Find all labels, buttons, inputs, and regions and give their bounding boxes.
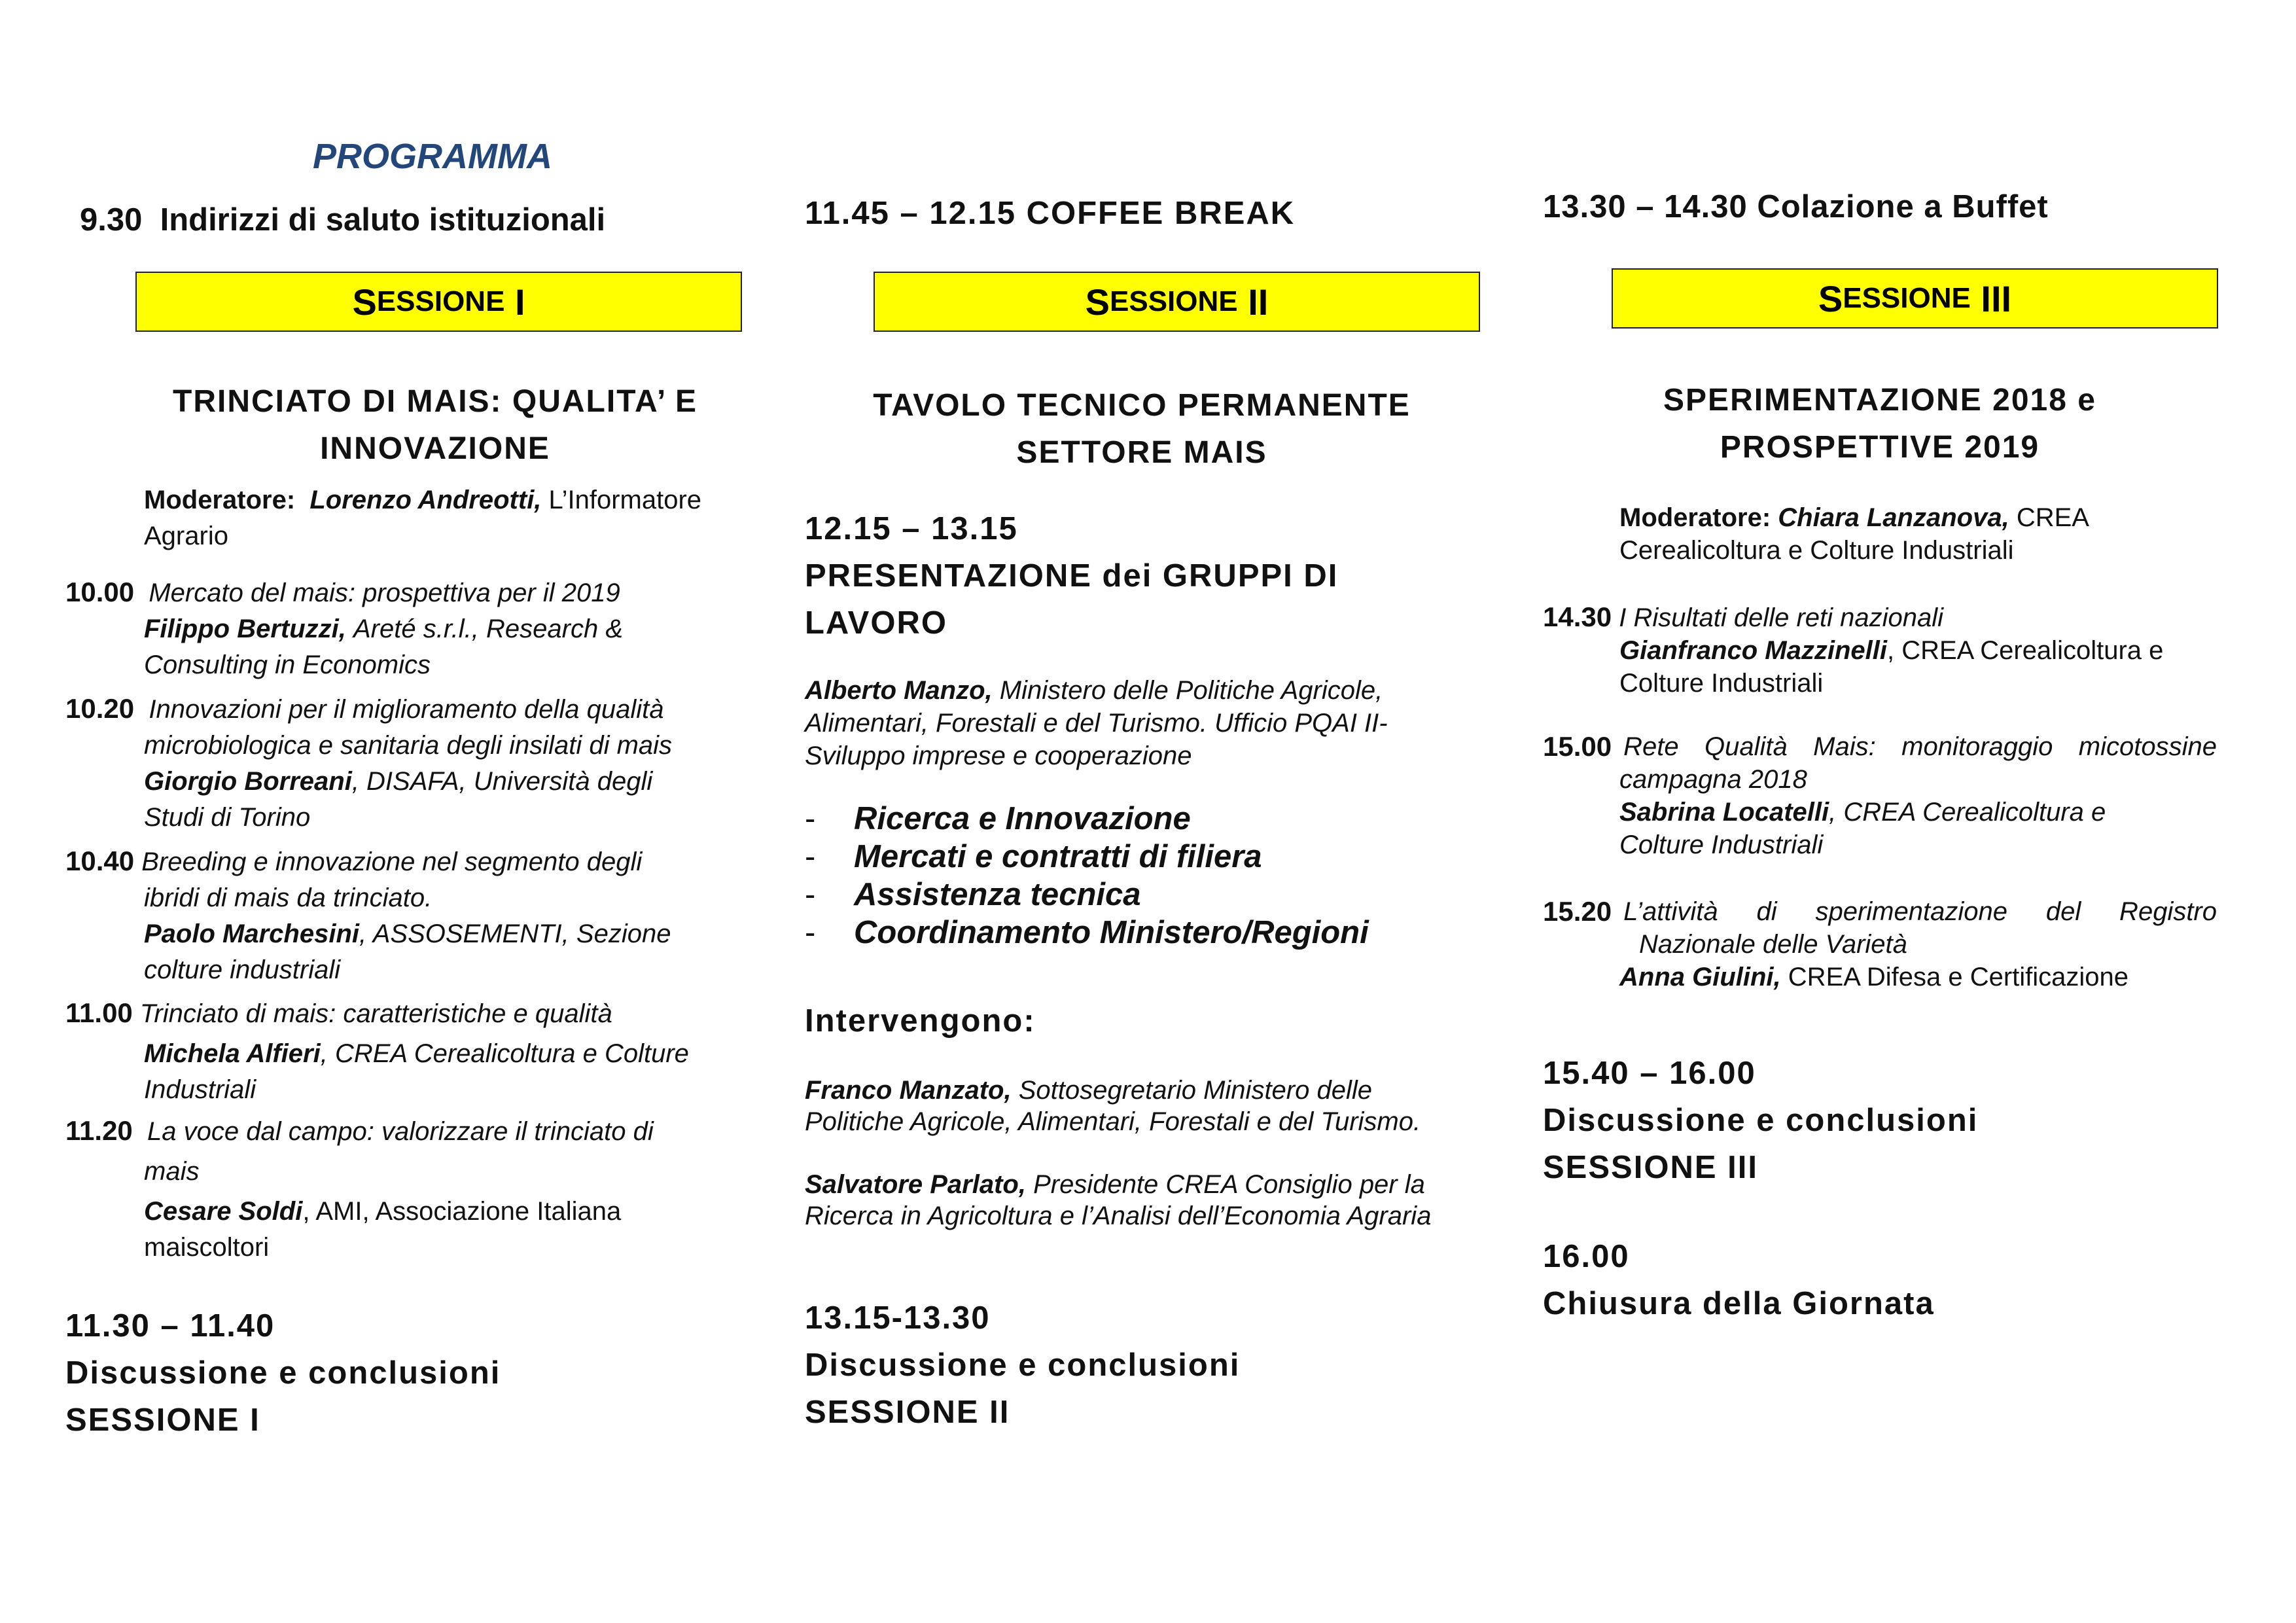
presentation-title: PRESENTAZIONE dei GRUPPI DI: [805, 558, 1339, 594]
session-number: II: [1248, 281, 1269, 323]
talk-affiliation: colture industriali: [144, 955, 341, 984]
talk-time: 10.40: [65, 846, 135, 876]
closing-text: Discussione e conclusioni: [805, 1347, 1241, 1383]
talk-item: [65, 843, 752, 988]
title-line: TRINCIATO DI MAIS: QUALITA’ E: [173, 384, 698, 419]
talk-speaker: Anna Giulini,: [1619, 963, 1781, 991]
closing-session: SESSIONE II: [805, 1395, 1010, 1430]
talk-speaker: Filippo Bertuzzi,: [144, 615, 346, 643]
talk-speaker: Giorgio Borreani: [144, 767, 352, 796]
moderator-affiliation: Cerealicoltura e Colture Industriali: [1619, 536, 2014, 565]
title-line: PROSPETTIVE 2019: [1720, 430, 2040, 465]
closing-time: 13.15-13.30: [805, 1300, 991, 1336]
talk-affiliation: , CREA Cerealicoltura e: [1829, 798, 2106, 827]
talk-item: [65, 995, 752, 1108]
programma-heading: PROGRAMMA: [313, 137, 552, 176]
closing-text: Chiusura della Giornata: [1543, 1286, 1935, 1321]
talk-time: 10.20: [65, 693, 135, 724]
title-line: TAVOLO TECNICO PERMANENTE: [873, 388, 1411, 423]
buffet-lunch: 13.30 – 14.30 Colazione a Buffet: [1543, 189, 2049, 224]
closing-text: Discussione e conclusioni: [1543, 1103, 1979, 1138]
talk-affiliation: Areté s.r.l., Research &: [353, 615, 623, 643]
list-item: [805, 876, 1498, 914]
presentation-title: LAVORO: [805, 605, 947, 641]
moderator-affiliation: L’Informatore: [548, 486, 702, 514]
talk-item: [1543, 601, 2217, 700]
speaker-name: Salvatore Parlato,: [805, 1170, 1026, 1199]
list-item-label: Ricerca e Innovazione: [854, 801, 1191, 836]
speaker-affiliation: Sviluppo imprese e cooperazione: [805, 741, 1192, 770]
talk-affiliation: maiscoltori: [144, 1233, 270, 1262]
session-number: III: [1981, 277, 2012, 319]
talk-title: Innovazioni per il miglioramento della qualità: [149, 695, 664, 724]
talk-item: [65, 574, 752, 683]
speaker-affiliation: Ricerca in Agricoltura e l’Analisi dell’Economia Agraria: [805, 1202, 1432, 1230]
bullet-dash: -: [805, 877, 816, 912]
talk-affiliation: Industriali: [144, 1075, 256, 1104]
session-3-closing: [1543, 1050, 1978, 1191]
session-1-title: [59, 378, 811, 473]
talk-affiliation: CREA Difesa e Certificazione: [1788, 963, 2129, 991]
session-2-title: [805, 382, 1479, 476]
list-item: [805, 914, 1498, 952]
talk-time: 11.00: [65, 997, 133, 1028]
talk-item: [65, 690, 752, 836]
talk-title: L’attività di sperimentazione del Registro: [1623, 897, 2217, 926]
speaker-affiliation: Politiche Agricole, Alimentari, Forestali e del Turismo.: [805, 1107, 1421, 1136]
session-number: I: [514, 281, 525, 323]
closing-time: 16.00: [1543, 1239, 1630, 1274]
speaker-affiliation: Sottosegretario Ministero delle: [1018, 1076, 1372, 1105]
manzato-entry: [805, 1075, 1498, 1137]
session-2-closing: [805, 1294, 1240, 1436]
talk-title: Mercato del mais: prospettiva per il 2019: [149, 579, 620, 607]
talk-speaker: Cesare Soldi: [144, 1197, 303, 1226]
moderator-affiliation: CREA: [2016, 503, 2089, 532]
session-1-banner: [135, 272, 742, 332]
talk-speaker: Michela Alfieri: [144, 1039, 321, 1068]
session-1-closing: [65, 1302, 501, 1444]
manzo-entry: [805, 674, 1498, 772]
speaker-affiliation: Presidente CREA Consiglio per la: [1033, 1170, 1425, 1199]
list-item-label: Assistenza tecnica: [854, 877, 1141, 912]
talk-item: [1543, 895, 2217, 993]
talk-speaker: Sabrina Locatelli: [1619, 798, 1829, 827]
talk-title: mais: [144, 1157, 200, 1186]
talk-speaker: Gianfranco Mazzinelli: [1619, 636, 1887, 665]
talk-title: Trinciato di mais: caratteristiche e qualità: [139, 999, 612, 1028]
talk-item: [1543, 730, 2217, 861]
list-item: [805, 838, 1498, 876]
session-3-moderator: [1619, 501, 2221, 567]
speaker-affiliation: Alimentari, Forestali e del Turismo. Ufficio PQAI II-: [805, 709, 1388, 738]
speaker-name: Franco Manzato,: [805, 1076, 1012, 1105]
session-label-rest: ESSIONE: [1110, 285, 1238, 317]
closing-text: Discussione e conclusioni: [65, 1355, 501, 1391]
bullet-dash: -: [805, 839, 816, 874]
talk-title: La voce dal campo: valorizzare il trinciato di: [147, 1117, 654, 1146]
talk-affiliation: Colture Industriali: [1619, 669, 1824, 698]
closing-session: SESSIONE III: [1543, 1150, 1758, 1185]
talk-affiliation: Colture Industriali: [1619, 830, 1824, 859]
list-item: [805, 800, 1498, 838]
parlato-entry: [805, 1169, 1498, 1232]
speaker-name: Alberto Manzo,: [805, 676, 993, 705]
presentation-block: [805, 505, 1338, 647]
talk-time: 10.00: [65, 577, 135, 607]
talk-title: Rete Qualità Mais: monitoraggio micotossine: [1623, 732, 2217, 761]
talk-title: microbiologica e sanitaria degli insilati di mais: [144, 731, 673, 760]
closing-session: SESSIONE I: [65, 1402, 260, 1438]
talk-affiliation: , DISAFA, Università degli: [351, 767, 653, 796]
closing-time: 11.30 – 11.40: [65, 1308, 275, 1344]
closing-time: 15.40 – 16.00: [1543, 1056, 1756, 1091]
talk-item: [65, 1113, 752, 1266]
bullet-dash: -: [805, 801, 816, 836]
presentation-time: 12.15 – 13.15: [805, 511, 1018, 546]
session-label-rest: ESSIONE: [1843, 282, 1971, 314]
talk-affiliation: , CREA Cerealicoltura e: [1886, 636, 2164, 665]
moderator-name: Lorenzo Andreotti,: [309, 486, 542, 514]
session-1-moderator: [144, 482, 746, 554]
list-item-label: Coordinamento Ministero/Regioni: [854, 915, 1369, 950]
talk-affiliation: , AMI, Associazione Italiana: [302, 1197, 622, 1226]
session-label-first: S: [1818, 277, 1843, 319]
title-line: INNOVAZIONE: [320, 431, 550, 466]
talk-affiliation: , ASSOSEMENTI, Sezione: [359, 919, 671, 948]
speaker-affiliation: Ministero delle Politiche Agricole,: [999, 676, 1383, 705]
session-3-title: [1543, 377, 2217, 471]
list-item-label: Mercati e contratti di filiera: [854, 839, 1262, 874]
talk-title: Nazionale delle Varietà: [1639, 930, 1907, 959]
talk-time: 11.20: [65, 1115, 133, 1146]
moderator-name: Chiara Lanzanova,: [1778, 503, 2009, 532]
talk-speaker: Paolo Marchesini: [144, 919, 359, 948]
talk-title: Breeding e innovazione nel segmento degli: [141, 847, 643, 876]
opening-greetings: 9.30 Indirizzi di saluto istituzionali: [80, 202, 606, 238]
title-line: SPERIMENTAZIONE 2018 e: [1663, 383, 2096, 418]
talk-time: 14.30: [1543, 601, 1612, 632]
moderator-affiliation: Agrario: [144, 522, 228, 550]
talk-time: 15.00: [1543, 731, 1612, 762]
talk-title: campagna 2018: [1619, 765, 1807, 794]
bullet-dash: -: [805, 915, 816, 950]
working-groups-list: [805, 800, 1498, 952]
coffee-break: 11.45 – 12.15 COFFEE BREAK: [805, 196, 1296, 231]
session-2-banner: [874, 272, 1480, 332]
intervengono-heading: Intervengono:: [805, 1003, 1036, 1039]
title-line: SETTORE MAIS: [1016, 435, 1267, 470]
talk-affiliation: Consulting in Economics: [144, 651, 431, 679]
moderator-label: Moderatore:: [144, 486, 296, 514]
talk-title: ibridi di mais da trinciato.: [144, 883, 433, 912]
session-label-first: S: [1085, 281, 1110, 323]
day-closing: [1543, 1233, 1935, 1327]
session-label-rest: ESSIONE: [376, 285, 505, 317]
session-label-first: S: [352, 281, 377, 323]
session-3-banner: [1612, 268, 2218, 329]
talk-title: I Risultati delle reti nazionali: [1619, 603, 1944, 632]
talk-time: 15.20: [1543, 896, 1612, 927]
talk-affiliation: , CREA Cerealicoltura e Colture: [320, 1039, 689, 1068]
talk-affiliation: Studi di Torino: [144, 803, 311, 832]
moderator-label: Moderatore:: [1619, 503, 1771, 532]
